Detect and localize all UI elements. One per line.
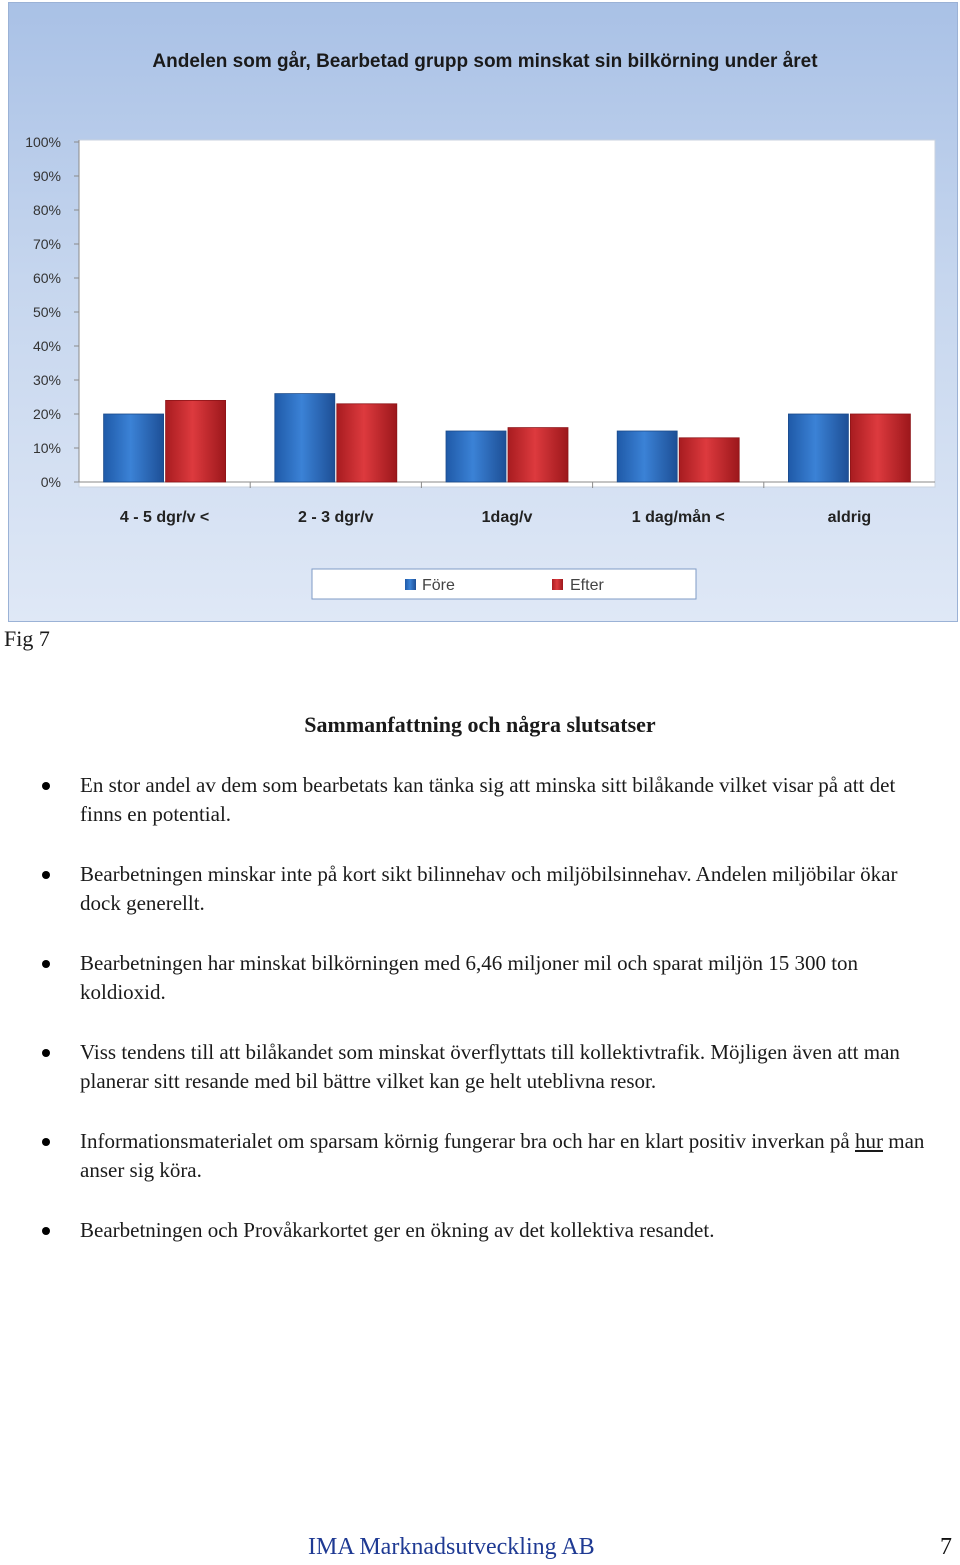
bullet-icon xyxy=(42,960,50,968)
chart-canvas xyxy=(9,3,959,623)
x-tick-label: 2 - 3 dgr/v xyxy=(298,509,374,526)
y-tick-label: 20% xyxy=(32,406,61,422)
y-tick-label: 0% xyxy=(40,474,61,490)
y-tick-label: 10% xyxy=(32,440,61,456)
bar-chart xyxy=(8,2,958,622)
x-tick-label: 1 dag/mån < xyxy=(631,509,725,526)
bar-fore xyxy=(104,414,164,482)
bar-efter xyxy=(679,438,739,482)
bar-efter xyxy=(508,428,568,482)
y-axis xyxy=(25,134,79,490)
bar-fore xyxy=(617,431,677,482)
bar-fore xyxy=(446,431,506,482)
legend-box xyxy=(312,569,696,599)
y-tick-label: 30% xyxy=(32,372,61,388)
list-item: Informationsmaterialet om sparsam körnig fungerar bra och har en klart positiv inverkan på hur man anser sig köra. xyxy=(80,1127,940,1185)
list-item: Bearbetningen har minskat bilkörningen med 6,46 miljoner mil och sparat miljön 15 300 ton koldioxid. xyxy=(80,949,940,1007)
bar-fore xyxy=(788,414,848,482)
y-tick-label: 50% xyxy=(32,304,61,320)
legend xyxy=(312,569,696,599)
list-item: Viss tendens till att bilåkandet som minskat överflyttats till kollektivtrafik. Möjligen även att man planerar sitt resande med bil bättre vilket kan ge helt uteblivna resor. xyxy=(80,1038,940,1096)
bullet-icon xyxy=(42,1049,50,1057)
bar-fore xyxy=(275,394,335,482)
y-tick-label: 80% xyxy=(32,202,61,218)
list-item: En stor andel av dem som bearbetats kan tänka sig att minska sitt bilåkande vilket visar på att det finns en potential. xyxy=(80,771,940,829)
legend-swatch-fore xyxy=(405,579,416,590)
y-tick-label: 70% xyxy=(32,236,61,252)
bar-efter xyxy=(850,414,910,482)
bullet-icon xyxy=(42,1227,50,1235)
legend-swatch-efter xyxy=(552,579,563,590)
list-item: Bearbetningen och Provåkarkortet ger en ökning av det kollektiva resandet. xyxy=(80,1216,940,1245)
x-tick-label: 1dag/v xyxy=(481,509,533,526)
y-tick-label: 60% xyxy=(32,270,61,286)
bullet-icon xyxy=(42,782,50,790)
bar-efter xyxy=(337,404,397,482)
y-tick-label: 90% xyxy=(32,168,61,184)
chart-title: Andelen som går, Bearbetad grupp som minskat sin bilkörning under året xyxy=(152,51,818,72)
page-number: 7 xyxy=(940,1534,952,1560)
x-tick-label: aldrig xyxy=(827,509,872,526)
footer-company: IMA Marknadsutveckling AB xyxy=(308,1534,595,1560)
bullet-icon xyxy=(42,871,50,879)
figure-caption: Fig 7 xyxy=(4,626,50,651)
y-tick-label: 40% xyxy=(32,338,61,354)
x-tick-label: 4 - 5 dgr/v < xyxy=(119,509,210,526)
bar-efter xyxy=(166,400,226,482)
list-item: Bearbetningen minskar inte på kort sikt bilinnehav och miljöbilsinnehav. Andelen miljöbilar ökar dock generellt. xyxy=(80,860,940,918)
y-tick-label: 100% xyxy=(25,134,61,150)
bullet-icon xyxy=(42,1138,50,1146)
section-title: Sammanfattning och några slutsatser xyxy=(304,712,656,737)
legend-label-efter: Efter xyxy=(570,577,604,594)
x-axis xyxy=(79,482,935,526)
summary-list xyxy=(80,771,940,1276)
legend-label-fore: Före xyxy=(422,577,455,594)
